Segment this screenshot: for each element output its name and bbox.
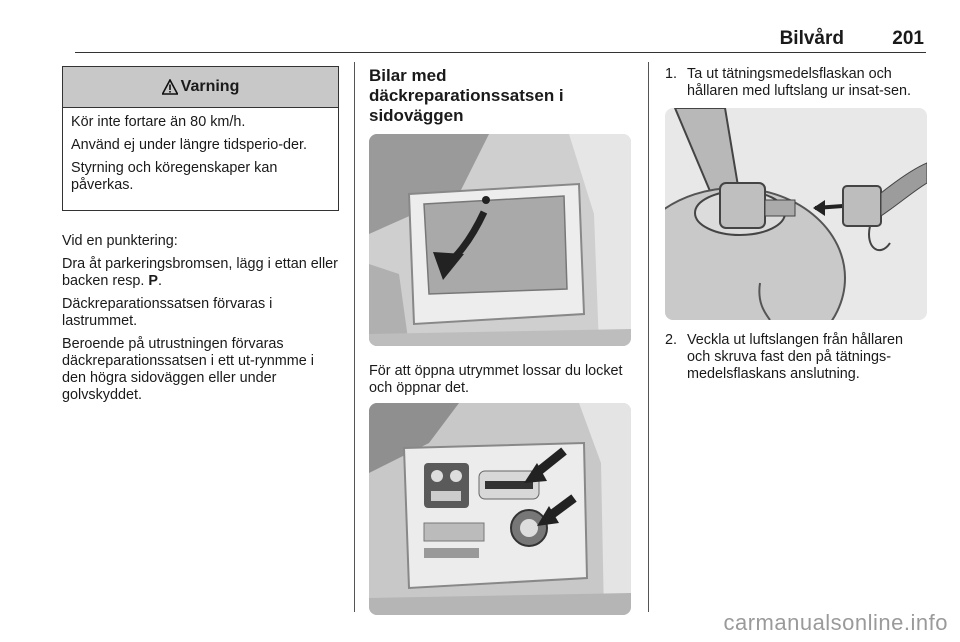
- paragraph-puncture: Vid en punktering:: [62, 233, 178, 249]
- paragraph-storage: Däckreparationssatsen förvaras i lastrummet.: [62, 296, 273, 329]
- gear-p-label: P: [148, 273, 159, 289]
- section-title: Bilvård: [779, 28, 844, 49]
- left-column: [62, 66, 339, 410]
- column-divider-2: [648, 62, 649, 612]
- section-heading: Bilar med däckreparationssatsen i sidoväggen: [369, 66, 564, 125]
- paragraph-parking-brake: Dra åt parkeringsbromsen, lägg i ettan eller backen resp. P.: [62, 256, 338, 289]
- middle-column: [369, 66, 631, 615]
- warning-box: [62, 66, 339, 211]
- paragraph-equipment: Beroende på utrustningen förvaras däckreparationssatsen i ett ut-rynmme i den högra sidoväggen eller under golvskyddet.: [62, 336, 314, 403]
- step-text: Veckla ut luftslangen från hållaren och skruva fast den på tätnings-medelsflaskans anslutning.: [687, 332, 903, 382]
- warning-line: Kör inte fortare än 80 km/h.: [71, 114, 246, 130]
- page-number: 201: [892, 28, 924, 49]
- warning-title: Varning: [180, 78, 240, 95]
- trunk-sidewall-cover-image: [369, 134, 631, 346]
- step-2: [665, 332, 930, 383]
- open-compartment-image: [369, 403, 631, 615]
- step-number: 2.: [665, 332, 678, 348]
- step-1: [665, 66, 930, 100]
- page-header: [75, 28, 926, 53]
- step-text: Ta ut tätningsmedelsflaskan och hållaren med luftslang ur insat-sen.: [687, 66, 911, 99]
- warning-line: Använd ej under längre tidsperio-der.: [71, 137, 307, 153]
- right-column: [665, 66, 930, 383]
- watermark: carmanualsonline.info: [723, 610, 948, 635]
- warning-line: Styrning och köregenskaper kan påverkas.: [71, 160, 278, 193]
- column-divider-1: [354, 62, 355, 612]
- warning-header: [63, 67, 338, 108]
- step-number: 1.: [665, 66, 678, 82]
- sealant-bottle-hose-image: [665, 108, 927, 320]
- figure-caption: För att öppna utrymmet lossar du locket och öppnar det.: [369, 363, 623, 396]
- warning-triangle-icon: [162, 79, 178, 95]
- warning-body: [63, 108, 338, 210]
